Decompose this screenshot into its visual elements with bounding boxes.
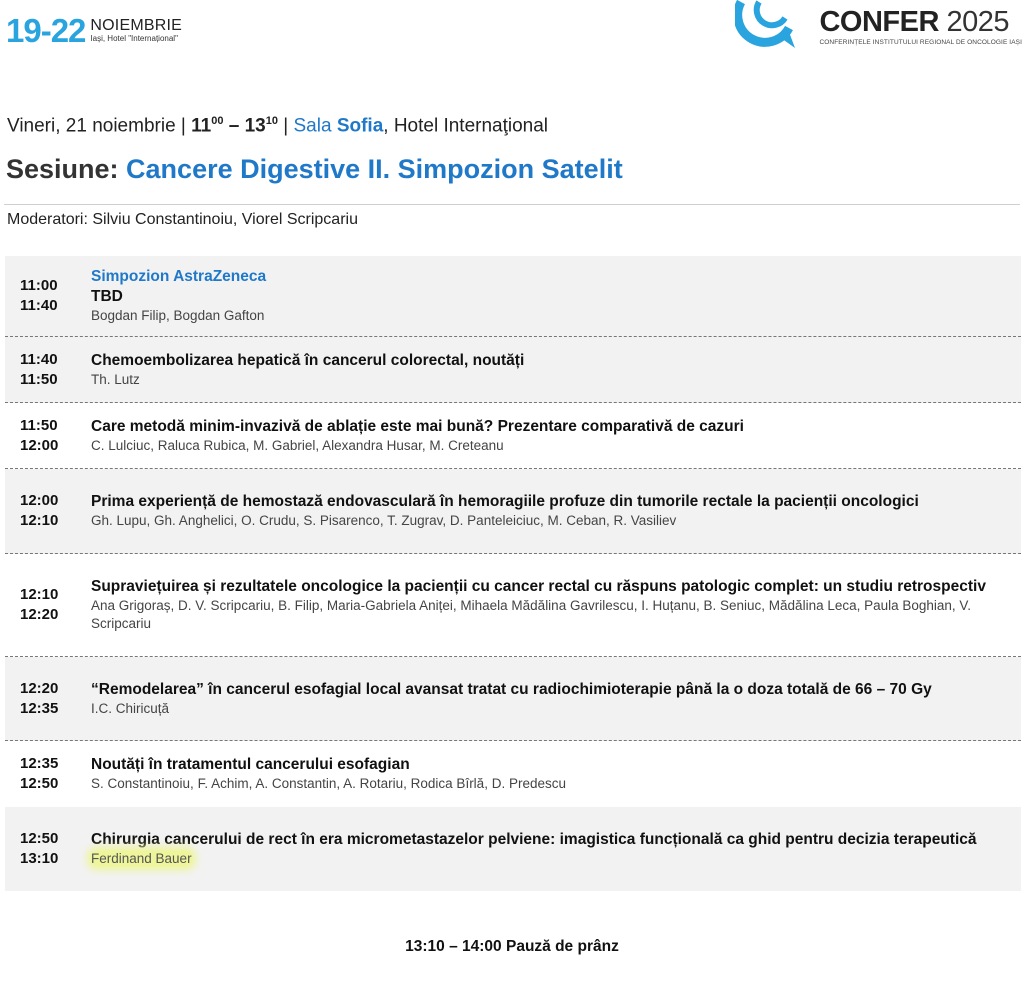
end-time: 11:40 (20, 297, 58, 314)
start-time: 12:35 (20, 755, 59, 772)
event-days: 19-22 (6, 12, 86, 49)
session-label: Sesiune: (6, 154, 127, 184)
schedule-row (5, 403, 1021, 469)
talk-title: Chirurgia cancerului de rect în era micrometastazelor pelviene: imagistica funcțională ca ghid pentru decizia terapeutică (91, 831, 977, 848)
room-name: Sofia (336, 115, 384, 137)
schedule-row (5, 554, 1021, 657)
time-cell (13, 469, 91, 553)
talk-title: Prima experiență de hemostază endovasculară în hemoragiile profuze din tumorile rectale la pacienții oncologici (91, 493, 919, 510)
schedule-row (5, 657, 1021, 741)
moderators: Moderatori: Silviu Constantinoiu, Viorel Scripcariu (7, 211, 358, 228)
session-dash: – (223, 115, 245, 137)
brand-name: CONFER (819, 6, 939, 38)
lunch-break: 13:10 – 14:00 Pauză de prânz (405, 938, 619, 955)
start-time: 11:00 (20, 277, 58, 294)
talk-cell (91, 403, 1013, 468)
start-time: 12:00 (20, 492, 59, 509)
event-location: Iași, Hotel "Internațional" (90, 33, 178, 43)
talk-cell (91, 657, 1013, 740)
event-month: NOIEMBRIE (90, 16, 182, 34)
end-time: 12:35 (20, 699, 59, 717)
session-dateline (7, 115, 548, 137)
talk-title: Noutăți în tratamentul cancerului esofagian (91, 756, 410, 773)
talk-authors: I.C. Chiricuță (91, 700, 170, 716)
talk-cell (91, 469, 1013, 553)
end-time: 12:20 (20, 606, 59, 623)
session-start-minute: 00 (211, 115, 224, 127)
schedule-row (5, 807, 1021, 891)
schedule-row (5, 256, 1021, 337)
talk-title: Supraviețuirea și rezultatele oncologice la pacienții cu cancer rectal cu răspuns patologic complet: un studiu retrospectiv (91, 578, 986, 595)
end-time: 11:50 (20, 370, 58, 388)
start-time: 11:50 (20, 416, 58, 434)
talk-authors: Th. Lutz (91, 371, 140, 387)
confer-logo-icon (735, 0, 813, 54)
session-heading (6, 154, 623, 185)
talk-title: Chemoembolizarea hepatică în cancerul colorectal, noutăți (91, 351, 525, 369)
symposium-title: Simpozion AstraZeneca (91, 268, 267, 285)
talk-title: “Remodelarea” în cancerul esofagial local avansat tratat cu radiochimioterapie până la o doza totală de 66 – 70 Gy (91, 680, 932, 698)
talk-authors: S. Constantinoiu, F. Achim, A. Constantin, A. Rotariu, Rodica Bîrlă, D. Predescu (91, 776, 566, 791)
time-cell (13, 337, 91, 402)
talk-cell (91, 741, 1013, 807)
end-time: 12:00 (20, 436, 59, 454)
time-cell (13, 403, 91, 468)
session-separator: | (278, 115, 294, 137)
start-time: 12:50 (20, 830, 59, 847)
start-time: 12:10 (20, 586, 59, 603)
time-cell (13, 554, 91, 656)
talk-authors: Ana Grigoraș, D. V. Scripcariu, B. Filip, Maria-Gabriela Aniței, Mihaela Mădălina Gavrilescu, I. Huțanu, B. Seniuc, Mădălina Leca, Paula Boghian, V. Scripcariu (91, 598, 971, 631)
talk-authors: C. Lulciuc, Raluca Rubica, M. Gabriel, Alexandra Husar, M. Creteanu (91, 437, 504, 453)
session-end-minute: 10 (265, 115, 278, 127)
start-time: 12:20 (20, 679, 59, 697)
brand-subtitle: CONFERINȚELE INSTITUTULUI REGIONAL DE ONCOLOGIE IAȘI (819, 39, 1022, 46)
confer-logo (735, 0, 1022, 54)
highlighted-author: Ferdinand Bauer (91, 851, 192, 866)
venue-name: , Hotel Internaţional (383, 115, 549, 137)
brand-year: 2025 (946, 6, 1009, 38)
talk-cell (91, 554, 1013, 656)
talk-authors (91, 850, 1013, 868)
end-time: 12:10 (20, 512, 59, 529)
session-end-hour: 13 (244, 115, 266, 137)
divider (4, 204, 1020, 205)
talk-title: Care metodă minim-invazivă de ablație este mai bună? Prezentare comparativă de cazuri (91, 417, 744, 435)
session-title: Cancere Digestive II. Simpozion Satelit (126, 154, 623, 184)
talk-title: TBD (91, 288, 123, 305)
talk-cell (91, 807, 1013, 891)
time-cell (13, 657, 91, 740)
schedule-table (5, 256, 1021, 891)
session-day: Vineri, 21 noiembrie | (7, 115, 192, 137)
end-time: 12:50 (20, 775, 59, 792)
room-prefix: Sala (293, 115, 337, 137)
schedule-row (5, 469, 1021, 554)
end-time: 13:10 (20, 850, 59, 867)
time-cell (13, 741, 91, 807)
schedule-row (5, 337, 1021, 403)
talk-authors: Gh. Lupu, Gh. Anghelici, O. Crudu, S. Pisarenco, T. Zugrav, D. Panteleiciuc, M. Ceban, R. Vasiliev (91, 513, 677, 528)
event-month-block (90, 18, 182, 44)
brand-title (819, 8, 1022, 37)
time-cell (13, 807, 91, 891)
start-time: 11:40 (20, 350, 58, 368)
schedule-row (5, 741, 1021, 807)
talk-cell (91, 337, 1013, 402)
talk-authors: Bogdan Filip, Bogdan Gafton (91, 308, 265, 323)
event-dates (6, 14, 182, 47)
session-start-hour: 11 (191, 115, 212, 137)
talk-cell (91, 256, 1013, 336)
time-cell (13, 256, 91, 336)
